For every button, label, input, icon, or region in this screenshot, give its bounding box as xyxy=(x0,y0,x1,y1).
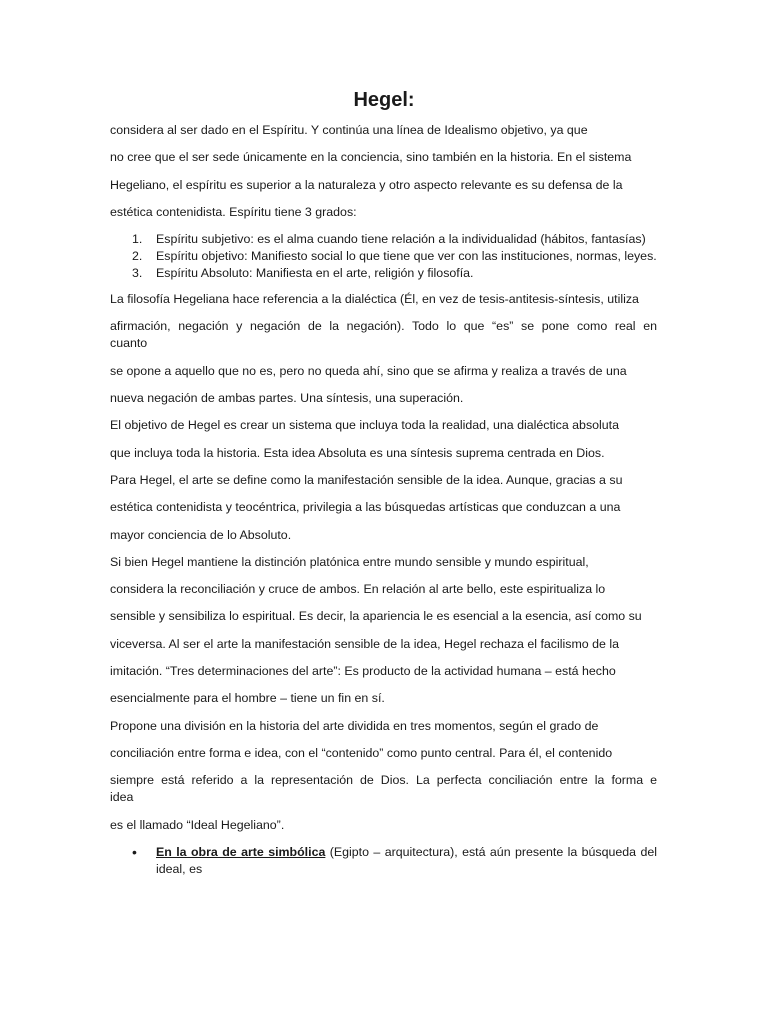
paragraph-line: es el llamado “Ideal Hegeliano”. xyxy=(110,817,285,832)
list-item-text: Espíritu subjetivo: es el alma cuando tiene relación a la individualidad (hábitos, fantasías) xyxy=(156,232,646,247)
paragraph-line: La filosofía Hegeliana hace referencia a la dialéctica (Él, en vez de tesis-antitesis-síntesis, utiliza xyxy=(110,292,639,307)
paragraph-line: mayor conciencia de lo Absoluto. xyxy=(110,527,292,542)
paragraph-line: estética contenidista. Espíritu tiene 3 grados: xyxy=(110,204,357,219)
paragraph-line: se opone a aquello que no es, pero no queda ahí, sino que se afirma y realiza a través de una xyxy=(110,363,627,378)
page-title: Hegel: xyxy=(353,89,415,111)
paragraph-line: Propone una división en la historia del arte dividida en tres momentos, según el grado de xyxy=(110,718,599,733)
paragraph-wrapped-line xyxy=(110,318,657,352)
paragraph-line: considera al ser dado en el Espíritu. Y continúa una línea de Idealismo objetivo, ya que xyxy=(110,123,588,137)
paragraph-wrapped-line xyxy=(110,772,657,806)
list-number: 2. xyxy=(132,249,143,264)
paragraph-line: afirmación, negación y negación de la negación). Todo lo que “es” se pone como real en xyxy=(110,319,657,334)
paragraph-line-continuation: cuanto xyxy=(110,336,148,351)
paragraph-line: conciliación entre forma e idea, con el “contenido” como punto central. Para él, el contenido xyxy=(110,745,613,760)
paragraph-line: considera la reconciliación y cruce de ambos. En relación al arte bello, este espiritualiza lo xyxy=(110,582,606,597)
list-item-text: Espíritu objetivo: Manifiesto social lo que tiene que ver con las instituciones, normas, leyes. xyxy=(156,249,657,264)
paragraph-line: Para Hegel, el arte se define como la manifestación sensible de la idea. Aunque, gracias a su xyxy=(110,472,623,487)
paragraph-line: Si bien Hegel mantiene la distinción platónica entre mundo sensible y mundo espiritual, xyxy=(110,554,589,569)
paragraph-line: nueva negación de ambas partes. Una síntesis, una superación. xyxy=(110,391,464,406)
list-number: 3. xyxy=(132,266,143,281)
paragraph-line: El objetivo de Hegel es crear un sistema que incluya toda la realidad, una dialéctica absoluta xyxy=(110,418,620,433)
list-item xyxy=(110,844,657,878)
list-item-heading: En la obra de arte simbólica xyxy=(156,844,326,859)
list-item xyxy=(110,248,657,265)
paragraph-line: viceversa. Al ser el arte la manifestación sensible de la idea, Hegel rechaza el facilismo de la xyxy=(110,636,619,651)
paragraph-line: sensible y sensibiliza lo espiritual. Es decir, la apariencia le es esencial a la esencia, así como su xyxy=(110,609,642,624)
art-forms-list xyxy=(110,844,657,878)
paragraph-line: esencialmente para el hombre – tiene un fin en sí. xyxy=(110,691,385,706)
paragraph-line: Hegeliano, el espíritu es superior a la naturaleza y otro aspecto relevante es su defensa de la xyxy=(110,177,623,192)
paragraph-line: imitación. “Tres determinaciones del arte”: Es producto de la actividad humana – está hecho xyxy=(110,664,616,679)
document-body xyxy=(110,122,657,887)
list-item xyxy=(110,231,657,248)
list-number: 1. xyxy=(132,232,143,247)
paragraph-line: estética contenidista y teocéntrica, privilegia a las búsquedas artísticas que conduzcan a una xyxy=(110,500,621,515)
list-item xyxy=(110,265,657,282)
list-item-text: Espíritu Absoluto: Manifiesta en el arte, religión y filosofía. xyxy=(156,266,474,281)
paragraph-line-continuation: idea xyxy=(110,790,134,805)
paragraph-line: no cree que el ser sede únicamente en la conciencia, sino también en la historia. En el sistema xyxy=(110,150,632,165)
bullet-icon: • xyxy=(132,843,137,860)
spirit-grades-list xyxy=(110,231,657,282)
list-item-text: (Egipto – arquitectura), está aún presente la búsqueda del ideal, es xyxy=(156,844,658,876)
paragraph-line: siempre está referido a la representación de Dios. La perfecta conciliación entre la forma e xyxy=(110,773,657,788)
paragraph-line: que incluya toda la historia. Esta idea Absoluta es una síntesis suprema centrada en Dios. xyxy=(110,445,605,460)
